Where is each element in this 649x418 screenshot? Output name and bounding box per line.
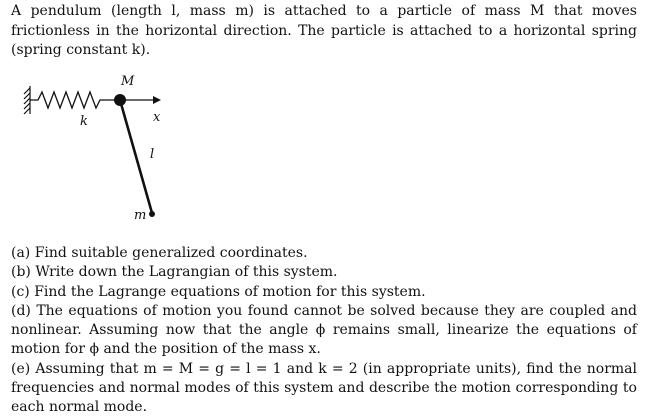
label-k: k (80, 114, 88, 129)
pendulum-figure (20, 70, 180, 230)
x-axis-arrow-icon (153, 96, 161, 104)
question-c: (c) Find the Lagrange equations of motion for this system. (11, 283, 426, 300)
question-e: (e) Assuming that m = M = g = l = 1 and k = 2 (in appropriate units), find the normal frequencies and normal modes of this system and describe the motion corresponding to each normal mode. (11, 360, 637, 416)
pendulum-diagram (20, 70, 180, 230)
label-x: x (153, 110, 161, 125)
label-l: l (150, 147, 155, 162)
hatched-wall-icon (24, 86, 30, 114)
mass-M-dot (114, 94, 126, 106)
problem-intro: A pendulum (length l, mass m) is attached to a particle of mass M that moves frictionless in the horizontal direction. The particle is attached to a horizontal spring (spring constant k). (11, 3, 637, 58)
label-m: m (134, 208, 147, 223)
question-a: (a) Find suitable generalized coordinates. (11, 245, 308, 261)
question-list (11, 244, 637, 418)
pendulum-rod (120, 100, 155, 213)
zigzag-spring-icon (30, 92, 110, 108)
question-d: (d) The equations of motion you found cannot be solved because they are coupled and nonlinear. Assuming now that the angle ϕ remains small, linearize the equations of motion for ϕ and the position of the mass x. (11, 302, 637, 358)
question-b: (b) Write down the Lagrangian of this system. (11, 264, 338, 281)
mass-m-dot (149, 211, 155, 217)
label-M: M (121, 74, 135, 89)
